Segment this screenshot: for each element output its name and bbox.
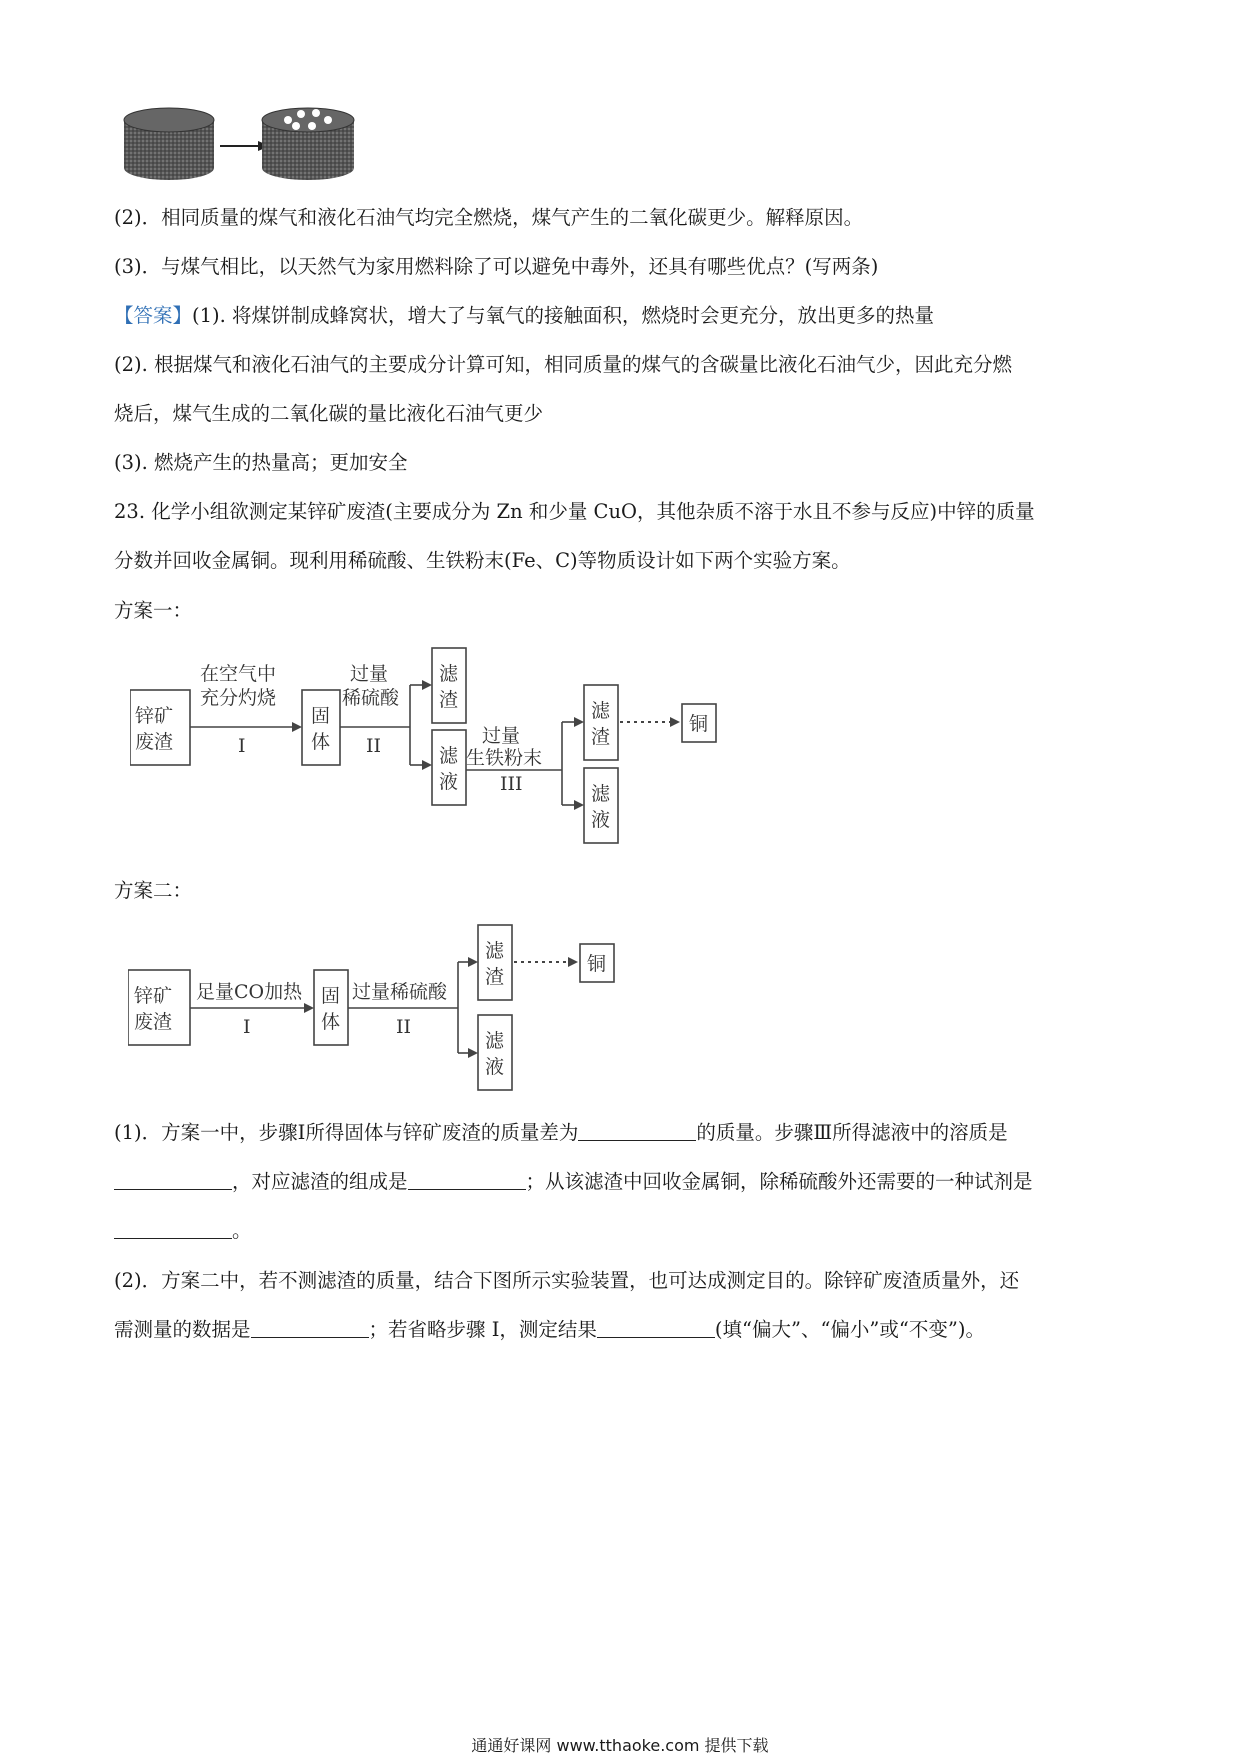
answer-22-part-3: (3). 燃烧产生的热量高；更加安全	[114, 451, 408, 474]
filtrate-2-label-b: 液	[591, 809, 611, 831]
filtrate-box-2	[584, 768, 618, 843]
solid-box	[302, 690, 340, 765]
plan-2-title: 方案二：	[114, 879, 193, 902]
step-2b-number: II	[396, 1016, 412, 1038]
solid-2-label-1: 固	[321, 985, 341, 1007]
q23-p1-text-b: 的质量。步骤Ⅲ所得滤液中的溶质是	[696, 1121, 1008, 1144]
question-22-part-2: (2)．相同质量的煤气和液化石油气均完全燃烧，煤气产生的二氧化碳更少。解释原因。	[114, 206, 864, 229]
honeycomb-coal-cake	[262, 108, 354, 180]
answer-22-part-1	[114, 303, 934, 329]
zinc-residue-box	[130, 690, 190, 765]
plan-2-flow-diagram	[128, 920, 648, 1095]
answer-blank-4[interactable]	[114, 1220, 232, 1239]
question-23-part-1-line-2	[114, 1169, 1033, 1195]
step-3-number: III	[500, 773, 523, 795]
residue-box-2	[584, 685, 618, 760]
question-23-part-2-line-1: (2)．方案二中，若不测滤渣的质量，结合下图所示实验装置，也可达成测定目的。除锌矿废渣质量外，还	[114, 1269, 1020, 1292]
zinc-residue-label-2: 废渣	[135, 731, 174, 753]
filtrate-box-3	[478, 1015, 512, 1090]
filtrate-3-label-b: 液	[485, 1056, 505, 1078]
answer-blank-2[interactable]	[114, 1171, 232, 1190]
step-1-label-a: 在空气中	[200, 663, 277, 685]
zinc-residue-2-label-2: 废渣	[134, 1011, 173, 1033]
answer-blank-1[interactable]	[578, 1122, 696, 1141]
solid-label-1: 固	[311, 705, 331, 727]
step-2-number: II	[366, 735, 382, 757]
filtrate-2-label-a: 滤	[591, 783, 611, 805]
copper-label-2: 铜	[587, 953, 607, 975]
answer-22-part-2a: (2). 根据煤气和液化石油气的主要成分计算可知，相同质量的煤气的含碳量比液化石油气少，因此充分燃	[114, 353, 1013, 376]
step-3-label-a: 过量	[482, 725, 521, 747]
q23-p1-text-c: ，对应滤渣的组成是	[232, 1170, 408, 1193]
question-23-part-1-line-3	[114, 1218, 252, 1244]
zinc-residue-label-1: 锌矿	[135, 705, 174, 727]
step-1-number: I	[238, 735, 246, 757]
plan-1-title: 方案一：	[114, 599, 193, 622]
filtrate-1-label-a: 滤	[439, 745, 459, 767]
plan-1-flow-diagram	[130, 640, 730, 850]
step-2b-label: 过量稀硫酸	[352, 981, 448, 1003]
step-1-label-b: 充分灼烧	[200, 687, 277, 709]
coal-briquette-illustration	[118, 100, 358, 184]
answer-tag: 【答案】	[114, 304, 193, 327]
answer-text: (1). 将煤饼制成蜂窝状，增大了与氧气的接触面积，燃烧时会更充分，放出更多的热量	[192, 304, 935, 327]
filtrate-3-label-a: 滤	[485, 1030, 505, 1052]
q23-p1-text-d: ；从该滤渣中回收金属铜，除稀硫酸外还需要的一种试剂是	[525, 1170, 1033, 1193]
q23-p2-text-d: (填“偏大”、“偏小”或“不变”)。	[714, 1318, 985, 1341]
solid-coal-cake	[124, 108, 214, 180]
answer-22-part-2b: 烧后，煤气生成的二氧化碳的量比液化石油气更少	[114, 402, 544, 425]
answer-blank-3[interactable]	[408, 1171, 526, 1190]
filtrate-1-label-b: 液	[439, 771, 459, 793]
q23-p2-text-c: ；若省略步骤 I，测定结果	[368, 1318, 597, 1341]
question-23-part-1-line-1	[114, 1120, 1008, 1146]
question-23-stem-a: 23. 化学小组欲测定某锌矿废渣(主要成分为 Zn 和少量 CuO，其他杂质不溶于水且不参与反应)中锌的质量	[114, 500, 1035, 523]
q23-p1-text-e: 。	[232, 1219, 252, 1242]
answer-blank-6[interactable]	[597, 1319, 715, 1338]
question-23-stem-b: 分数并回收金属铜。现利用稀硫酸、生铁粉末(Fe、C)等物质设计如下两个实验方案。	[114, 549, 851, 572]
step-1b-label: 足量CO加热	[196, 981, 303, 1003]
solid-label-2: 体	[311, 731, 331, 753]
zinc-residue-box-2	[128, 970, 190, 1045]
question-23-part-2-line-2	[114, 1317, 985, 1343]
residue-1-label-b: 渣	[439, 689, 459, 711]
zinc-residue-2-label-1: 锌矿	[134, 985, 173, 1007]
residue-3-label-a: 滤	[485, 940, 505, 962]
step-2-label-b: 稀硫酸	[342, 687, 400, 709]
q23-p2-text-b: 需测量的数据是	[114, 1318, 251, 1341]
page-footer: 通通好课网 www.tthaoke.com 提供下载	[471, 1736, 769, 1755]
filtrate-box-1	[432, 730, 466, 805]
residue-3-label-b: 渣	[485, 966, 505, 988]
copper-label-1: 铜	[689, 713, 709, 735]
answer-blank-5[interactable]	[251, 1319, 369, 1338]
question-22-part-3: (3)．与煤气相比，以天然气为家用燃料除了可以避免中毒外，还具有哪些优点？(写两条)	[114, 255, 879, 278]
residue-2-label-a: 滤	[591, 700, 611, 722]
step-3-label-b: 生铁粉末	[466, 747, 543, 769]
solid-box-2	[314, 970, 348, 1045]
step-2-label-a: 过量	[350, 663, 389, 685]
residue-box-3	[478, 925, 512, 1000]
residue-2-label-b: 渣	[591, 726, 611, 748]
solid-2-label-2: 体	[321, 1011, 341, 1033]
residue-1-label-a: 滤	[439, 663, 459, 685]
q23-p1-text-a: (1)．方案一中，步骤Ⅰ所得固体与锌矿废渣的质量差为	[114, 1121, 579, 1144]
step-1b-number: I	[243, 1016, 251, 1038]
residue-box-1	[432, 648, 466, 723]
